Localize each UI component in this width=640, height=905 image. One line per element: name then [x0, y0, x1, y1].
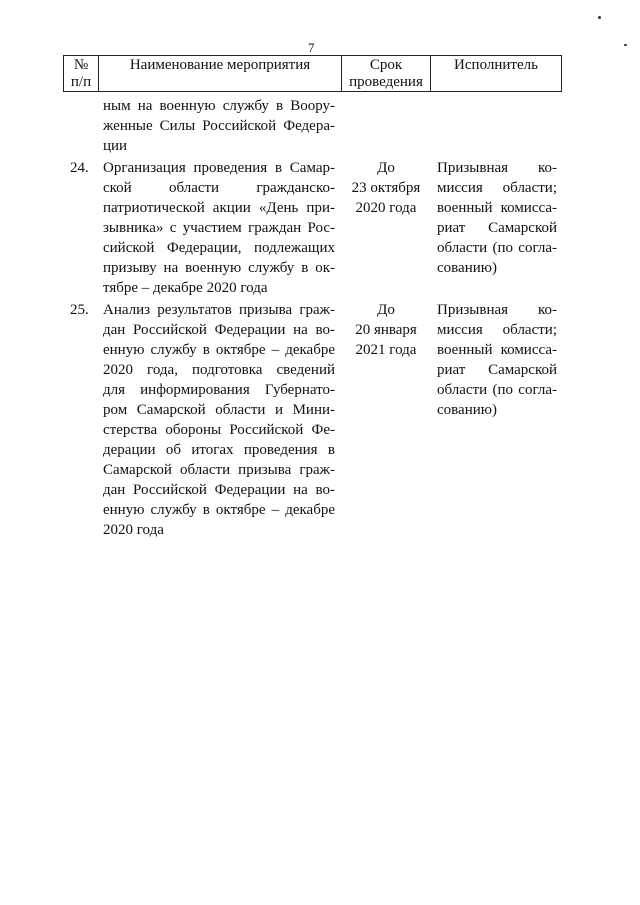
row-number: 24. [70, 160, 89, 176]
table-header [63, 55, 562, 92]
text-line: риат Самарской [437, 362, 557, 378]
row-executor [437, 158, 557, 278]
text-line: дан Российской Федерации на во- [103, 322, 335, 338]
text-line: 20 января [355, 322, 417, 338]
header-term-line: Срок [369, 57, 403, 73]
text-line: 2020 года [355, 200, 417, 216]
text-line: женные Силы Российской Федера- [103, 118, 335, 134]
text-line: призыву на военную службу в ок- [103, 260, 335, 276]
scan-speck [624, 44, 627, 46]
text-line: ской области гражданско- [103, 180, 335, 196]
text-line: области (по согла- [437, 240, 557, 256]
continuation-text [103, 96, 335, 156]
text-line: 2020 года, подготовка сведений [103, 362, 335, 378]
text-line: сованию) [437, 260, 497, 276]
header-term-cell [342, 56, 431, 92]
text-line: патриотической акции «День при- [103, 200, 335, 216]
text-line: миссия области; [437, 322, 557, 338]
text-line: ром Самарской области и Мини- [103, 402, 335, 418]
text-line: тябре – декабре 2020 года [103, 280, 268, 296]
row-executor [437, 300, 557, 420]
text-line: военный комисса- [437, 200, 557, 216]
text-line: ции [103, 138, 128, 154]
row-term [345, 300, 427, 360]
text-line: енную службу в октябре – декабре [103, 502, 335, 518]
text-line: 2020 года [103, 522, 164, 538]
scan-speck [598, 16, 601, 19]
text-line: сованию) [437, 402, 497, 418]
text-line: дан Российской Федерации на во- [103, 482, 335, 498]
header-executor-label: Исполнитель [454, 57, 538, 73]
row-term [345, 158, 427, 218]
header-number-cell [64, 56, 99, 92]
page-number: 7 [308, 40, 315, 55]
row-event-name [103, 158, 335, 298]
text-line: зывника» с участием граждан Рос- [103, 220, 335, 236]
text-line: Призывная ко- [437, 160, 557, 176]
text-line: риат Самарской [437, 220, 557, 236]
text-line: для информирования Губернато- [103, 382, 335, 398]
row-event-name [103, 300, 335, 540]
text-line: Организация проведения в Самар- [103, 160, 335, 176]
text-line: военный комисса- [437, 342, 557, 358]
header-number-line: п/п [70, 74, 92, 90]
text-line: области (по согла- [437, 382, 557, 398]
text-line: Призывная ко- [437, 302, 557, 318]
text-line: сийской Федерации, подлежащих [103, 240, 335, 256]
header-name-cell [99, 56, 342, 92]
header-executor-cell [431, 56, 562, 92]
text-line: миссия области; [437, 180, 557, 196]
header-term-line: проведения [349, 74, 423, 90]
text-line: дерации об итогах проведения в [103, 442, 335, 458]
header-name-label: Наименование мероприятия [129, 57, 311, 73]
text-line: До [377, 302, 395, 318]
text-line: Анализ результатов призыва граж- [103, 302, 335, 318]
header-number-line: № [73, 57, 89, 73]
text-line: ным на военную службу в Воору- [103, 98, 335, 114]
row-number: 25. [70, 302, 89, 318]
text-line: До [377, 160, 395, 176]
text-line: 23 октября [351, 180, 421, 196]
text-line: 2021 года [355, 342, 417, 358]
text-line: енную службу в октябре – декабре [103, 342, 335, 358]
text-line: Самарской области призыва граж- [103, 462, 335, 478]
text-line: стерства обороны Российской Фе- [103, 422, 335, 438]
